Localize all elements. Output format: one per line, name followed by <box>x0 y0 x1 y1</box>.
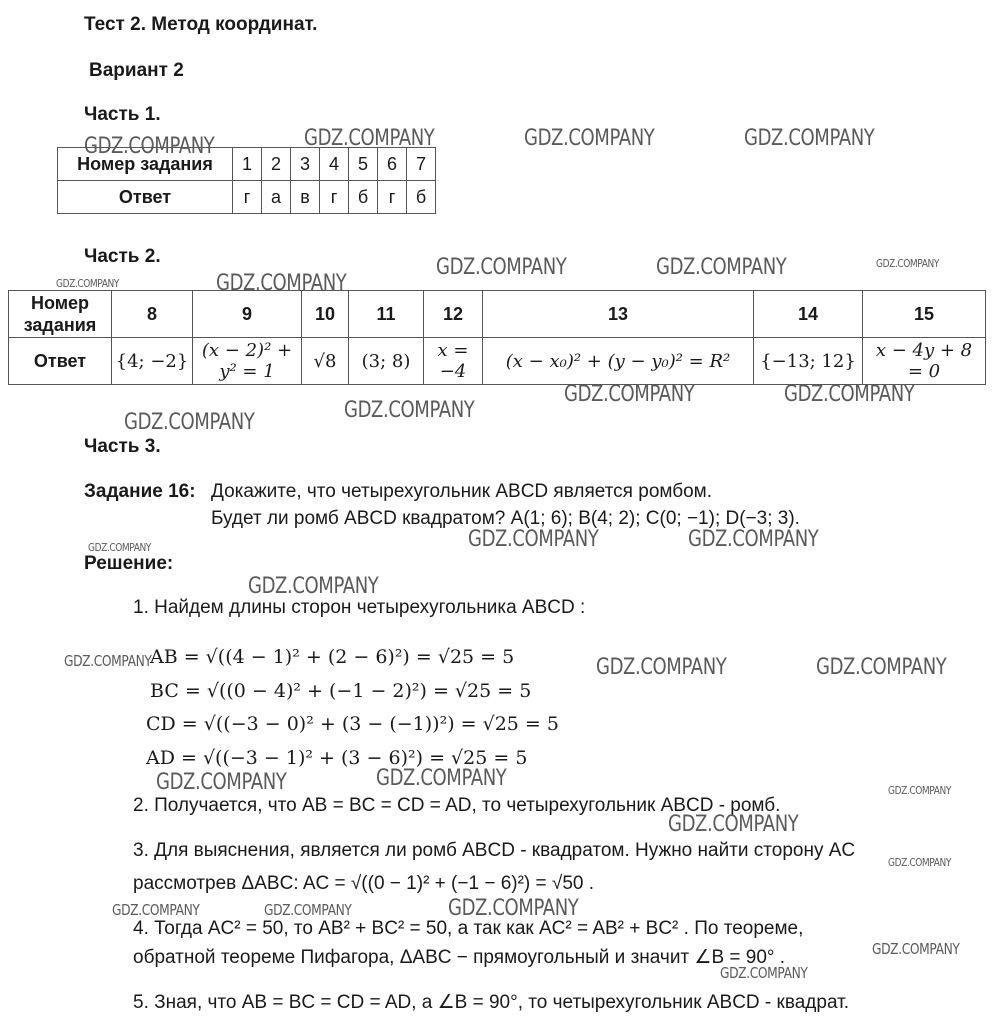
part1-answer-cell: б <box>407 181 436 214</box>
part1-task-cell: 3 <box>291 148 320 181</box>
watermark: GDZ.COMPANY <box>436 255 567 280</box>
watermark: GDZ.COMPANY <box>564 382 695 407</box>
equation-ad: AD = √((−3 − 1)² + (3 − 6)²) = √25 = 5 <box>146 747 528 769</box>
watermark: GDZ.COMPANY <box>816 655 947 680</box>
part2-task-label: Номер задания <box>9 291 112 338</box>
part2-answer-cell: {−13; 12} <box>754 338 863 385</box>
watermark: GDZ.COMPANY <box>596 655 727 680</box>
watermark: GDZ.COMPANY <box>216 271 347 296</box>
part2-task-cell: 13 <box>483 291 754 338</box>
watermark: GDZ.COMPANY <box>668 812 799 837</box>
part1-task-cell: 6 <box>378 148 407 181</box>
page-title: Тест 2. Метод координат. <box>84 14 318 35</box>
solution-step1: 1. Найдем длины сторон четырехугольника ABCD : <box>133 597 586 618</box>
part1-task-cell: 4 <box>320 148 349 181</box>
part2-task-row <box>9 291 986 338</box>
part1-task-label: Номер задания <box>58 148 233 181</box>
solution-step5: 5. Зная, что AB = BC = CD = AD, а ∠B = 90°, то четырехугольник ABCD - квадрат. <box>133 992 849 1013</box>
part3-heading: Часть 3. <box>84 436 161 457</box>
solution-label: Решение: <box>84 553 174 574</box>
equation-cd: CD = √((−3 − 0)² + (3 − (−1))²) = √25 = 5 <box>146 713 559 735</box>
part1-task-cell: 7 <box>407 148 436 181</box>
solution-step4-line2: обратной теореме Пифагора, ΔABC − прямоугольный и значит ∠B = 90° . <box>133 947 786 968</box>
part1-task-cell: 5 <box>349 148 378 181</box>
watermark: GDZ.COMPANY <box>124 410 255 435</box>
part2-task-cell: 14 <box>754 291 863 338</box>
part1-answer-cell: г <box>320 181 349 214</box>
part1-answer-label: Ответ <box>58 181 233 214</box>
part2-task-cell: 9 <box>193 291 302 338</box>
watermark: GDZ.COMPANY <box>264 901 352 919</box>
task16-label: Задание 16: <box>84 481 196 502</box>
part2-answer-label: Ответ <box>9 338 112 385</box>
watermark: GDZ.COMPANY <box>468 527 599 552</box>
part1-answer-cell: г <box>233 181 262 214</box>
part2-answer-cell: √8 <box>302 338 349 385</box>
watermark: GDZ.COMPANY <box>304 126 435 151</box>
watermark: GDZ.COMPANY <box>64 652 152 670</box>
solution-step2: 2. Получается, что AB = BC = CD = AD, то четырехугольник ABCD - ромб. <box>133 795 781 816</box>
part2-heading: Часть 2. <box>84 246 161 267</box>
watermark: GDZ.COMPANY <box>248 574 379 599</box>
watermark: GDZ.COMPANY <box>872 940 960 958</box>
part2-answer-cell: (x − x₀)² + (y − y₀)² = R² <box>483 338 754 385</box>
part2-answer-cell: x − 4y + 8 = 0 <box>863 338 986 385</box>
watermark: GDZ.COMPANY <box>720 964 808 982</box>
part1-answer-cell: г <box>378 181 407 214</box>
part1-answer-cell: б <box>349 181 378 214</box>
solution-step3-line1: 3. Для выяснения, является ли ромб ABCD - квадратом. Нужно найти сторону AC <box>133 840 856 861</box>
solution-step4-line1: 4. Тогда AC² = 50, то AB² + BC² = 50, а так как AC² = AB² + BC² . По теореме, <box>133 918 804 939</box>
task16-line1: Докажите, что четырехугольник ABCD является ромбом. <box>211 481 713 502</box>
watermark: GDZ.COMPANY <box>888 784 951 797</box>
part2-task-cell: 10 <box>302 291 349 338</box>
watermark: GDZ.COMPANY <box>56 277 119 290</box>
watermark: GDZ.COMPANY <box>376 766 507 791</box>
task16-line2: Будет ли ромб ABCD квадратом? A(1; 6); B(4; 2); C(0; −1); D(−3; 3). <box>211 508 800 529</box>
part1-answer-row <box>58 181 436 214</box>
part1-answer-cell: а <box>262 181 291 214</box>
variant-title: Вариант 2 <box>89 60 184 81</box>
part2-table <box>8 290 986 385</box>
watermark: GDZ.COMPANY <box>524 126 655 151</box>
solution-step3-line2: рассмотрев ΔABC: AC = √((0 − 1)² + (−1 − 6)²) = √50 . <box>133 873 595 894</box>
part1-answer-cell: в <box>291 181 320 214</box>
part1-heading: Часть 1. <box>84 104 161 125</box>
part2-answer-cell: (3; 8) <box>349 338 424 385</box>
part2-task-cell: 12 <box>424 291 483 338</box>
part2-answer-cell: x = −4 <box>424 338 483 385</box>
part2-answer-cell: (x − 2)² + y² = 1 <box>193 338 302 385</box>
equation-bc: BC = √((0 − 4)² + (−1 − 2)²) = √25 = 5 <box>150 680 532 702</box>
watermark: GDZ.COMPANY <box>448 896 579 921</box>
watermark: GDZ.COMPANY <box>876 257 939 270</box>
watermark: GDZ.COMPANY <box>744 126 875 151</box>
equation-ab: AB = √((4 − 1)² + (2 − 6)²) = √25 = 5 <box>150 646 515 668</box>
part2-answer-cell: {4; −2} <box>112 338 193 385</box>
watermark: GDZ.COMPANY <box>112 901 200 919</box>
part2-task-cell: 15 <box>863 291 986 338</box>
part2-task-cell: 11 <box>349 291 424 338</box>
watermark: GDZ.COMPANY <box>784 382 915 407</box>
part2-answer-row <box>9 338 986 385</box>
watermark: GDZ.COMPANY <box>656 255 787 280</box>
watermark: GDZ.COMPANY <box>888 856 951 869</box>
part1-task-cell: 1 <box>233 148 262 181</box>
watermark: GDZ.COMPANY <box>344 398 475 423</box>
watermark: GDZ.COMPANY <box>84 134 215 159</box>
watermark: GDZ.COMPANY <box>688 527 819 552</box>
watermark: GDZ.COMPANY <box>88 541 151 554</box>
watermark: GDZ.COMPANY <box>156 770 287 795</box>
part2-task-cell: 8 <box>112 291 193 338</box>
part1-task-cell: 2 <box>262 148 291 181</box>
